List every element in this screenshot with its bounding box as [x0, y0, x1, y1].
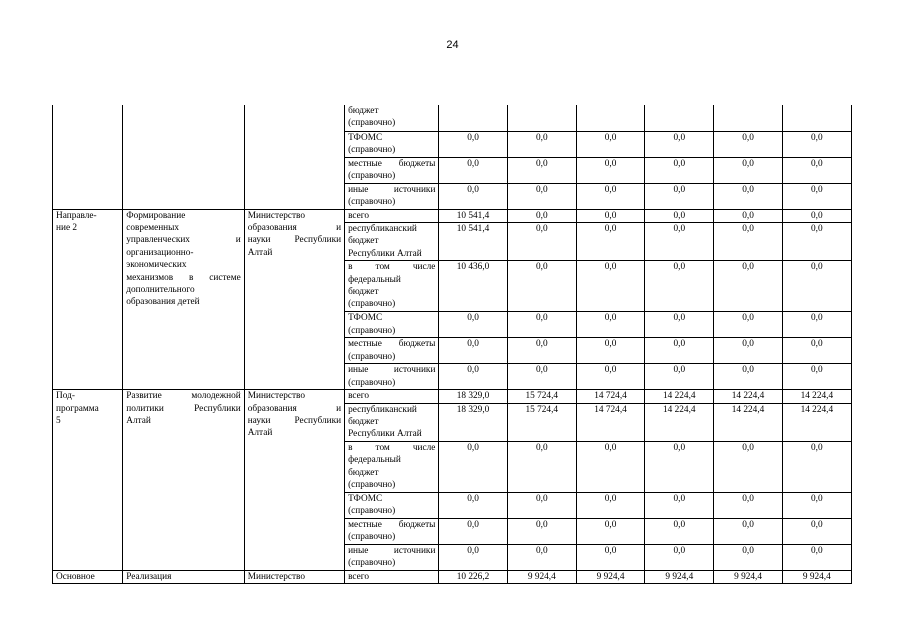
value-cell: 0,0 — [645, 209, 714, 222]
source-cell — [345, 105, 439, 131]
name-cell-line: дополнительного — [126, 284, 195, 295]
type-cell — [53, 209, 123, 390]
value-cell: 0,0 — [507, 518, 576, 544]
value-cell: 0,0 — [439, 157, 507, 183]
source-cell — [345, 222, 439, 260]
value-cell: 0,0 — [714, 157, 782, 183]
source-cell-line: всего — [348, 210, 370, 221]
value-cell: 0,0 — [439, 492, 507, 518]
value-cell: 0,0 — [645, 261, 714, 312]
value-cell: 0,0 — [576, 312, 644, 338]
value-cell: 0,0 — [782, 261, 851, 312]
executor-cell-line: Министерство — [247, 210, 306, 221]
value-cell: 0,0 — [782, 131, 851, 157]
executor-cell — [244, 209, 344, 390]
value-cell: 0,0 — [576, 183, 644, 209]
value-cell: 0,0 — [507, 183, 576, 209]
value-cell: 0,0 — [576, 441, 644, 492]
value-cell — [507, 105, 576, 131]
source-cell-line: республиканский — [348, 404, 417, 415]
value-cell: 0,0 — [714, 131, 782, 157]
value-cell: 0,0 — [507, 131, 576, 157]
value-cell: 0,0 — [714, 338, 782, 364]
value-cell: 10 541,4 — [439, 222, 507, 260]
source-cell — [345, 492, 439, 518]
value-cell: 0,0 — [439, 364, 507, 390]
source-cell-line: (справочно) — [348, 170, 396, 181]
source-cell-line: иные источники — [348, 545, 436, 556]
value-cell — [576, 105, 644, 131]
value-cell: 0,0 — [576, 222, 644, 260]
value-cell: 9 924,4 — [782, 570, 851, 583]
source-cell-line: (справочно) — [348, 377, 396, 388]
value-cell — [645, 105, 714, 131]
value-cell: 14 224,4 — [782, 390, 851, 403]
value-cell: 14 224,4 — [645, 403, 714, 441]
source-cell-line: (справочно) — [348, 325, 396, 336]
executor-cell-line: образования и — [247, 403, 342, 414]
source-cell-line: местные бюджеты — [348, 158, 436, 169]
source-cell-line: (справочно) — [348, 479, 396, 490]
value-cell: 9 924,4 — [576, 570, 644, 583]
name-cell-line: организационно- — [126, 247, 194, 258]
value-cell: 9 924,4 — [507, 570, 576, 583]
name-cell-line: экономических — [126, 260, 187, 271]
value-cell: 0,0 — [576, 157, 644, 183]
source-cell-line: бюджет — [348, 236, 379, 247]
value-cell: 0,0 — [714, 492, 782, 518]
value-cell: 0,0 — [714, 518, 782, 544]
value-cell: 0,0 — [714, 364, 782, 390]
value-cell — [714, 105, 782, 131]
value-cell: 0,0 — [714, 312, 782, 338]
source-cell-line: республиканский — [348, 223, 417, 234]
type-cell — [53, 570, 123, 583]
value-cell: 0,0 — [782, 441, 851, 492]
source-cell-line: иные источники — [348, 184, 436, 195]
value-cell: 0,0 — [714, 441, 782, 492]
value-cell: 14 224,4 — [782, 403, 851, 441]
name-cell — [123, 105, 244, 209]
value-cell: 15 724,4 — [507, 403, 576, 441]
source-cell-line: местные бюджеты — [348, 339, 436, 350]
source-cell — [345, 209, 439, 222]
value-cell: 0,0 — [782, 222, 851, 260]
type-cell — [53, 390, 123, 571]
value-cell: 10 226,2 — [439, 570, 507, 583]
source-cell — [345, 544, 439, 570]
source-cell-line: всего — [348, 571, 370, 582]
source-cell — [345, 183, 439, 209]
value-cell: 0,0 — [645, 544, 714, 570]
source-cell — [345, 312, 439, 338]
value-cell: 0,0 — [507, 364, 576, 390]
value-cell: 0,0 — [645, 441, 714, 492]
name-cell-line: механизмов в системе — [126, 272, 241, 283]
type-cell-line: 5 — [56, 415, 61, 426]
source-cell-line: (справочно) — [348, 118, 396, 129]
type-cell — [53, 105, 123, 209]
funding-table — [52, 105, 852, 584]
value-cell: 0,0 — [507, 312, 576, 338]
value-cell: 0,0 — [714, 261, 782, 312]
value-cell: 10 436,0 — [439, 261, 507, 312]
source-cell — [345, 570, 439, 583]
source-cell-line: Республики Алтай — [348, 429, 422, 440]
value-cell: 0,0 — [714, 183, 782, 209]
source-cell-line: ТФОМС — [348, 132, 383, 143]
source-cell-line: (справочно) — [348, 196, 396, 207]
value-cell: 0,0 — [439, 183, 507, 209]
value-cell: 0,0 — [507, 441, 576, 492]
source-cell-line: бюджет — [348, 467, 379, 478]
executor-cell-line: Алтай — [247, 247, 273, 258]
value-cell: 0,0 — [439, 312, 507, 338]
source-cell-line: федеральный — [348, 274, 401, 285]
source-cell — [345, 403, 439, 441]
value-cell: 0,0 — [645, 157, 714, 183]
name-cell-line: образования детей — [126, 297, 200, 308]
source-cell-line: (справочно) — [348, 506, 396, 517]
source-cell-line: бюджет — [348, 416, 379, 427]
name-cell-line: управленческих и — [126, 235, 241, 246]
value-cell: 18 329,0 — [439, 403, 507, 441]
source-cell-line: (справочно) — [348, 351, 396, 362]
value-cell: 0,0 — [782, 492, 851, 518]
source-cell-line: иные источники — [348, 365, 436, 376]
value-cell: 0,0 — [714, 222, 782, 260]
executor-cell-line: науки Республики — [247, 415, 342, 426]
type-cell-line: программа — [56, 403, 99, 414]
value-cell: 0,0 — [507, 261, 576, 312]
source-cell-line: (справочно) — [348, 299, 396, 310]
source-cell-line: ТФОМС — [348, 313, 383, 324]
name-cell-line: Формирование — [126, 210, 186, 221]
value-cell: 0,0 — [507, 209, 576, 222]
name-cell-line: Алтай — [126, 415, 151, 426]
executor-cell-line: образования и — [247, 222, 342, 233]
source-cell — [345, 338, 439, 364]
value-cell: 14 224,4 — [714, 390, 782, 403]
type-cell-line: Направле- — [56, 210, 97, 221]
value-cell: 0,0 — [782, 364, 851, 390]
value-cell: 9 924,4 — [714, 570, 782, 583]
value-cell — [439, 105, 507, 131]
value-cell: 0,0 — [645, 222, 714, 260]
name-cell — [123, 570, 244, 583]
value-cell: 14 724,4 — [576, 390, 644, 403]
executor-cell — [244, 390, 344, 571]
value-cell: 9 924,4 — [645, 570, 714, 583]
value-cell: 0,0 — [576, 261, 644, 312]
value-cell: 0,0 — [439, 131, 507, 157]
value-cell: 15 724,4 — [507, 390, 576, 403]
source-cell-line: Республики Алтай — [348, 248, 422, 259]
source-cell — [345, 441, 439, 492]
value-cell: 0,0 — [782, 157, 851, 183]
source-cell-line: в том числе — [348, 262, 436, 273]
value-cell: 18 329,0 — [439, 390, 507, 403]
source-cell-line: (справочно) — [348, 532, 396, 543]
value-cell: 10 541,4 — [439, 209, 507, 222]
value-cell: 0,0 — [645, 183, 714, 209]
table-row — [53, 209, 852, 222]
value-cell: 0,0 — [576, 518, 644, 544]
value-cell: 0,0 — [439, 518, 507, 544]
value-cell: 0,0 — [507, 544, 576, 570]
value-cell: 0,0 — [645, 338, 714, 364]
name-cell-line: политики Республики — [126, 403, 241, 414]
value-cell: 0,0 — [782, 209, 851, 222]
value-cell: 0,0 — [507, 338, 576, 364]
source-cell-line: всего — [348, 391, 370, 402]
type-cell-line: Под- — [56, 391, 75, 402]
value-cell: 0,0 — [576, 131, 644, 157]
source-cell — [345, 157, 439, 183]
value-cell: 0,0 — [507, 157, 576, 183]
value-cell: 0,0 — [576, 544, 644, 570]
page-number: 24 — [446, 39, 459, 51]
executor-cell — [244, 570, 344, 583]
value-cell: 0,0 — [782, 544, 851, 570]
source-cell-line: федеральный — [348, 455, 401, 466]
value-cell: 0,0 — [714, 209, 782, 222]
source-cell — [345, 390, 439, 403]
value-cell: 0,0 — [645, 131, 714, 157]
value-cell: 14 724,4 — [576, 403, 644, 441]
executor-cell-line: Алтай — [247, 428, 273, 439]
source-cell-line: в том числе — [348, 442, 436, 453]
table-row — [53, 105, 852, 131]
source-cell-line: местные бюджеты — [348, 519, 436, 530]
name-cell — [123, 209, 244, 390]
name-cell-line: Реализация — [126, 571, 172, 582]
source-cell — [345, 131, 439, 157]
value-cell: 0,0 — [645, 492, 714, 518]
value-cell: 0,0 — [714, 544, 782, 570]
value-cell: 0,0 — [507, 492, 576, 518]
source-cell — [345, 364, 439, 390]
source-cell — [345, 261, 439, 312]
executor-cell-line: Министерство — [247, 571, 306, 582]
type-cell-line: ние 2 — [56, 222, 78, 233]
name-cell — [123, 390, 244, 571]
source-cell-line: (справочно) — [348, 558, 396, 569]
value-cell: 0,0 — [576, 364, 644, 390]
value-cell: 0,0 — [782, 183, 851, 209]
value-cell — [782, 105, 851, 131]
executor-cell — [244, 105, 344, 209]
value-cell: 0,0 — [439, 338, 507, 364]
executor-cell-line: науки Республики — [247, 235, 342, 246]
value-cell: 0,0 — [439, 544, 507, 570]
value-cell: 0,0 — [645, 364, 714, 390]
source-cell-line: бюджет — [348, 286, 379, 297]
value-cell: 14 224,4 — [714, 403, 782, 441]
name-cell-line: Развитие молодежной — [126, 391, 241, 402]
value-cell: 0,0 — [645, 312, 714, 338]
value-cell: 14 224,4 — [645, 390, 714, 403]
value-cell: 0,0 — [576, 209, 644, 222]
source-cell-line: бюджет — [348, 106, 379, 116]
name-cell-line: современных — [126, 222, 180, 233]
value-cell: 0,0 — [782, 338, 851, 364]
table-row — [53, 570, 852, 583]
value-cell: 0,0 — [439, 441, 507, 492]
value-cell: 0,0 — [576, 492, 644, 518]
source-cell-line: ТФОМС — [348, 493, 383, 504]
value-cell: 0,0 — [576, 338, 644, 364]
type-cell-line: Основное — [56, 571, 95, 582]
source-cell-line: (справочно) — [348, 144, 396, 155]
value-cell: 0,0 — [782, 312, 851, 338]
executor-cell-line: Министерство — [247, 391, 306, 402]
value-cell: 0,0 — [782, 518, 851, 544]
source-cell — [345, 518, 439, 544]
value-cell: 0,0 — [645, 518, 714, 544]
value-cell: 0,0 — [507, 222, 576, 260]
table-row — [53, 390, 852, 403]
